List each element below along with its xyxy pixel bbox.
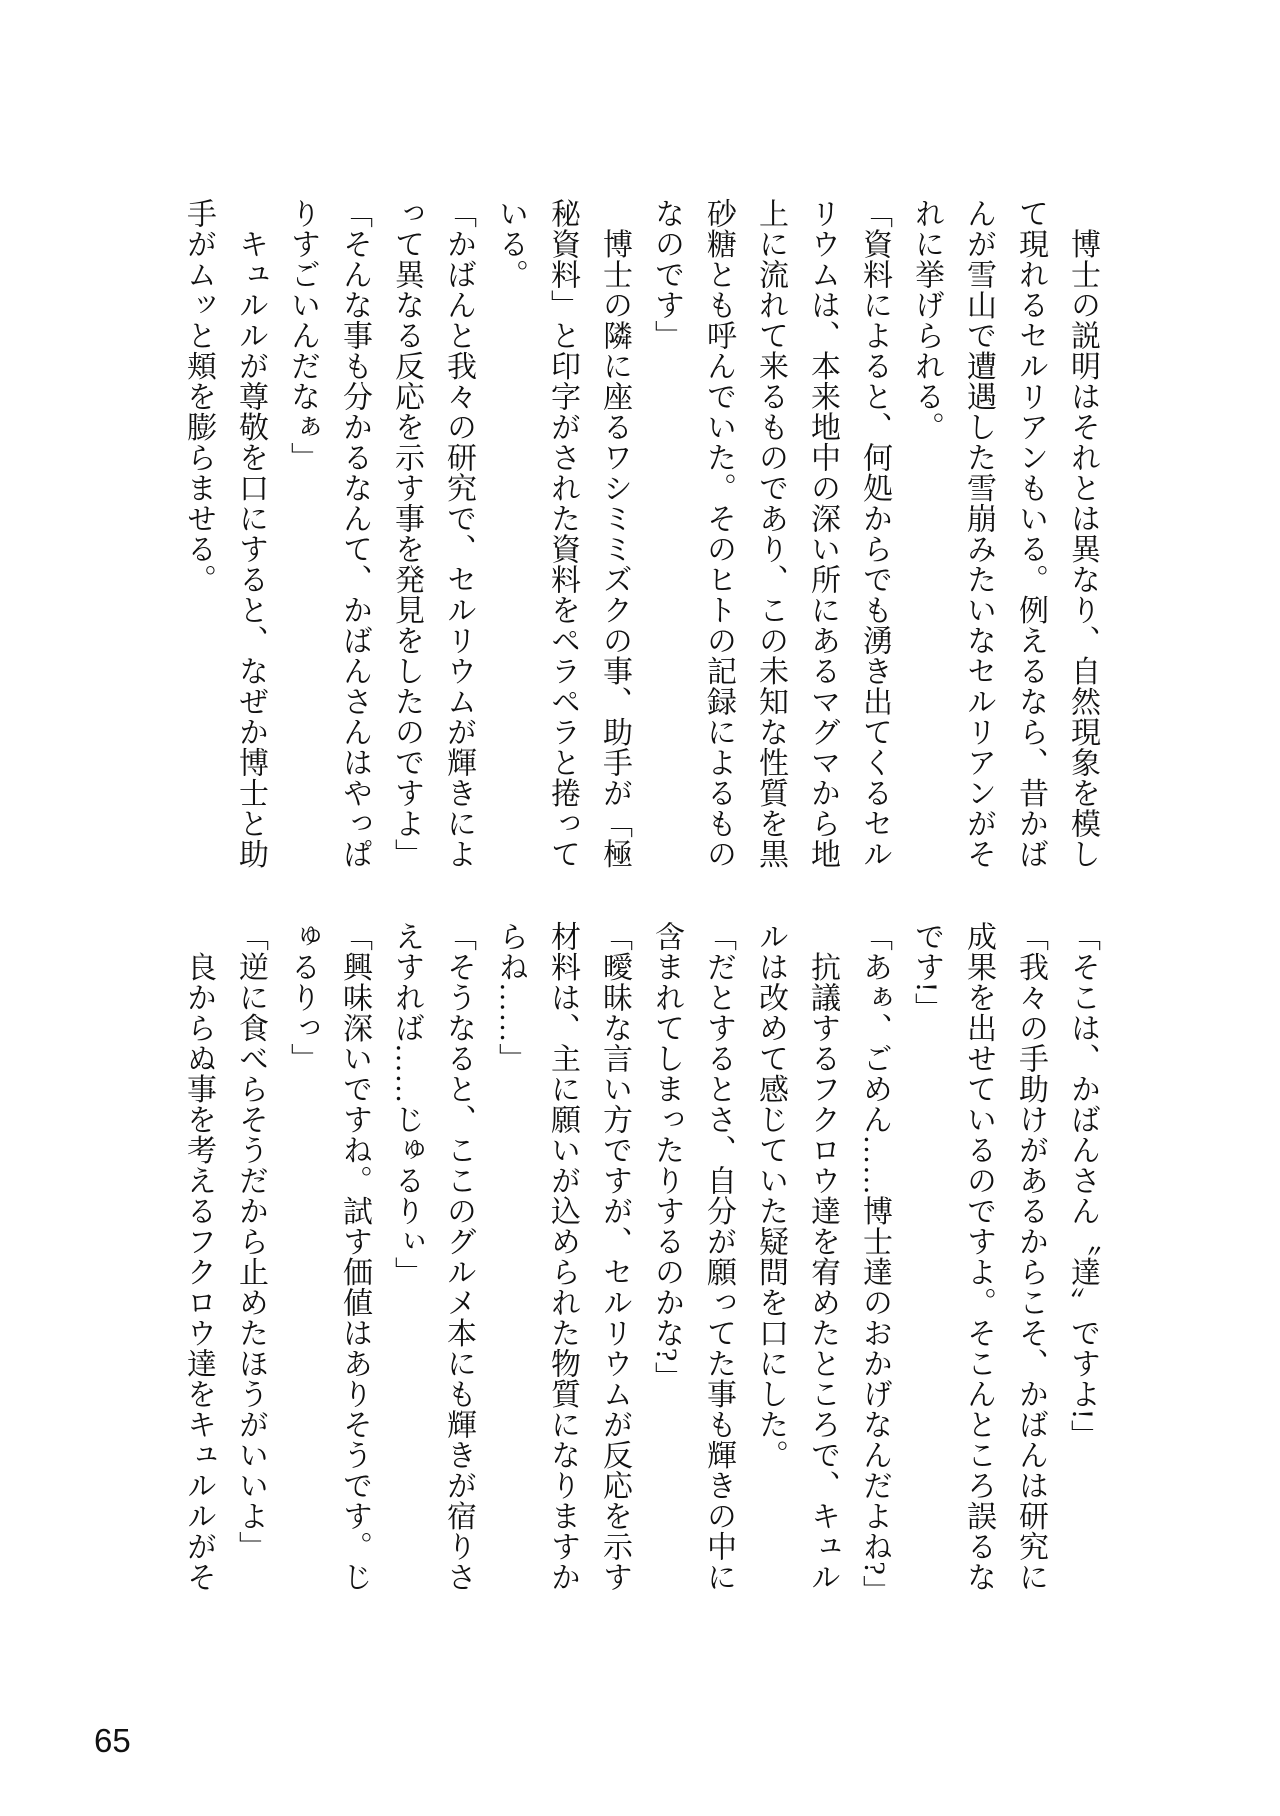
text-line: 「そんな事も分かるなんて、かばんさんはやっぱ xyxy=(338,198,371,869)
text-line: 「だとするとさ、自分が願ってた事も輝きの中に xyxy=(702,921,735,1592)
text-line: ルは改めて感じていた疑問を口にした。 xyxy=(754,921,787,1470)
text-line: えすれば……じゅるりぃ」 xyxy=(390,921,423,1287)
text-line: 「逆に食べらそうだから止めたほうがいいよ」 xyxy=(234,921,267,1562)
text-line: 良からぬ事を考えるフクロウ達をキュルルがそ xyxy=(182,921,215,1592)
text-line: って異なる反応を示す事を発見をしたのですよ」 xyxy=(390,198,423,869)
text-line: ゅるりっ」 xyxy=(286,921,319,1074)
text-line: 博士の隣に座るワシミミズクの事、助手が「極 xyxy=(598,198,631,869)
text-line: て現れるセルリアンもいる。例えるなら、昔かば xyxy=(1014,198,1047,869)
text-line: 抗議するフクロウ達を宥めたところで、キュル xyxy=(806,921,839,1592)
text-block-top xyxy=(172,198,1108,878)
page-number: 65 xyxy=(94,1722,131,1759)
text-line: 「曖昧な言い方ですが、セルリウムが反応を示す xyxy=(598,921,631,1592)
text-line: 含まれてしまったりするのかな?」 xyxy=(650,921,683,1393)
text-line: 「かばんと我々の研究で、セルリウムが輝きによ xyxy=(442,198,475,869)
text-line: 「我々の手助けがあるからこそ、かばんは研究に xyxy=(1014,921,1047,1592)
text-line: 博士の説明はそれとは異なり、自然現象を模し xyxy=(1066,198,1099,869)
text-line: れに挙げられる。 xyxy=(910,198,943,442)
text-line: 砂糖とも呼んでいた。そのヒトの記録によるもの xyxy=(702,198,735,869)
text-line: りすごいんだなぁ」 xyxy=(286,198,319,473)
text-line: です!」 xyxy=(910,921,943,1023)
text-line: 「あぁ、ごめん……博士達のおかげなんだよね?」 xyxy=(858,921,891,1606)
text-block-bottom xyxy=(172,921,1108,1606)
text-line: 上に流れて来るものであり、この未知な性質を黒 xyxy=(754,198,787,869)
text-line: らね……」 xyxy=(494,921,527,1074)
text-line: キュルルが尊敬を口にすると、なぜか博士と助 xyxy=(234,198,267,869)
text-line: 「そこは、かばんさん〝達〟ですよ!」 xyxy=(1066,921,1099,1450)
text-line: 「資料によると、何処からでも湧き出てくるセル xyxy=(858,198,891,869)
text-line: 「そうなると、ここのグルメ本にも輝きが宿りさ xyxy=(442,921,475,1592)
text-line: 材料は、主に願いが込められた物質になりますか xyxy=(546,921,579,1592)
text-line: なのです」 xyxy=(650,198,683,351)
text-line: リウムは、本来地中の深い所にあるマグマから地 xyxy=(806,198,839,869)
text-line: 成果を出せているのですよ。そこんところ誤るな xyxy=(962,921,995,1592)
text-line: 手がムッと頬を膨らませる。 xyxy=(182,198,215,595)
text-line: んが雪山で遭遇した雪崩みたいなセルリアンがそ xyxy=(962,198,995,869)
text-line: いる。 xyxy=(494,198,527,290)
text-line: 秘資料」と印字がされた資料をペラペラと捲って xyxy=(546,198,579,869)
text-line: 「興味深いですね。試す価値はありそうです。じ xyxy=(338,921,371,1592)
